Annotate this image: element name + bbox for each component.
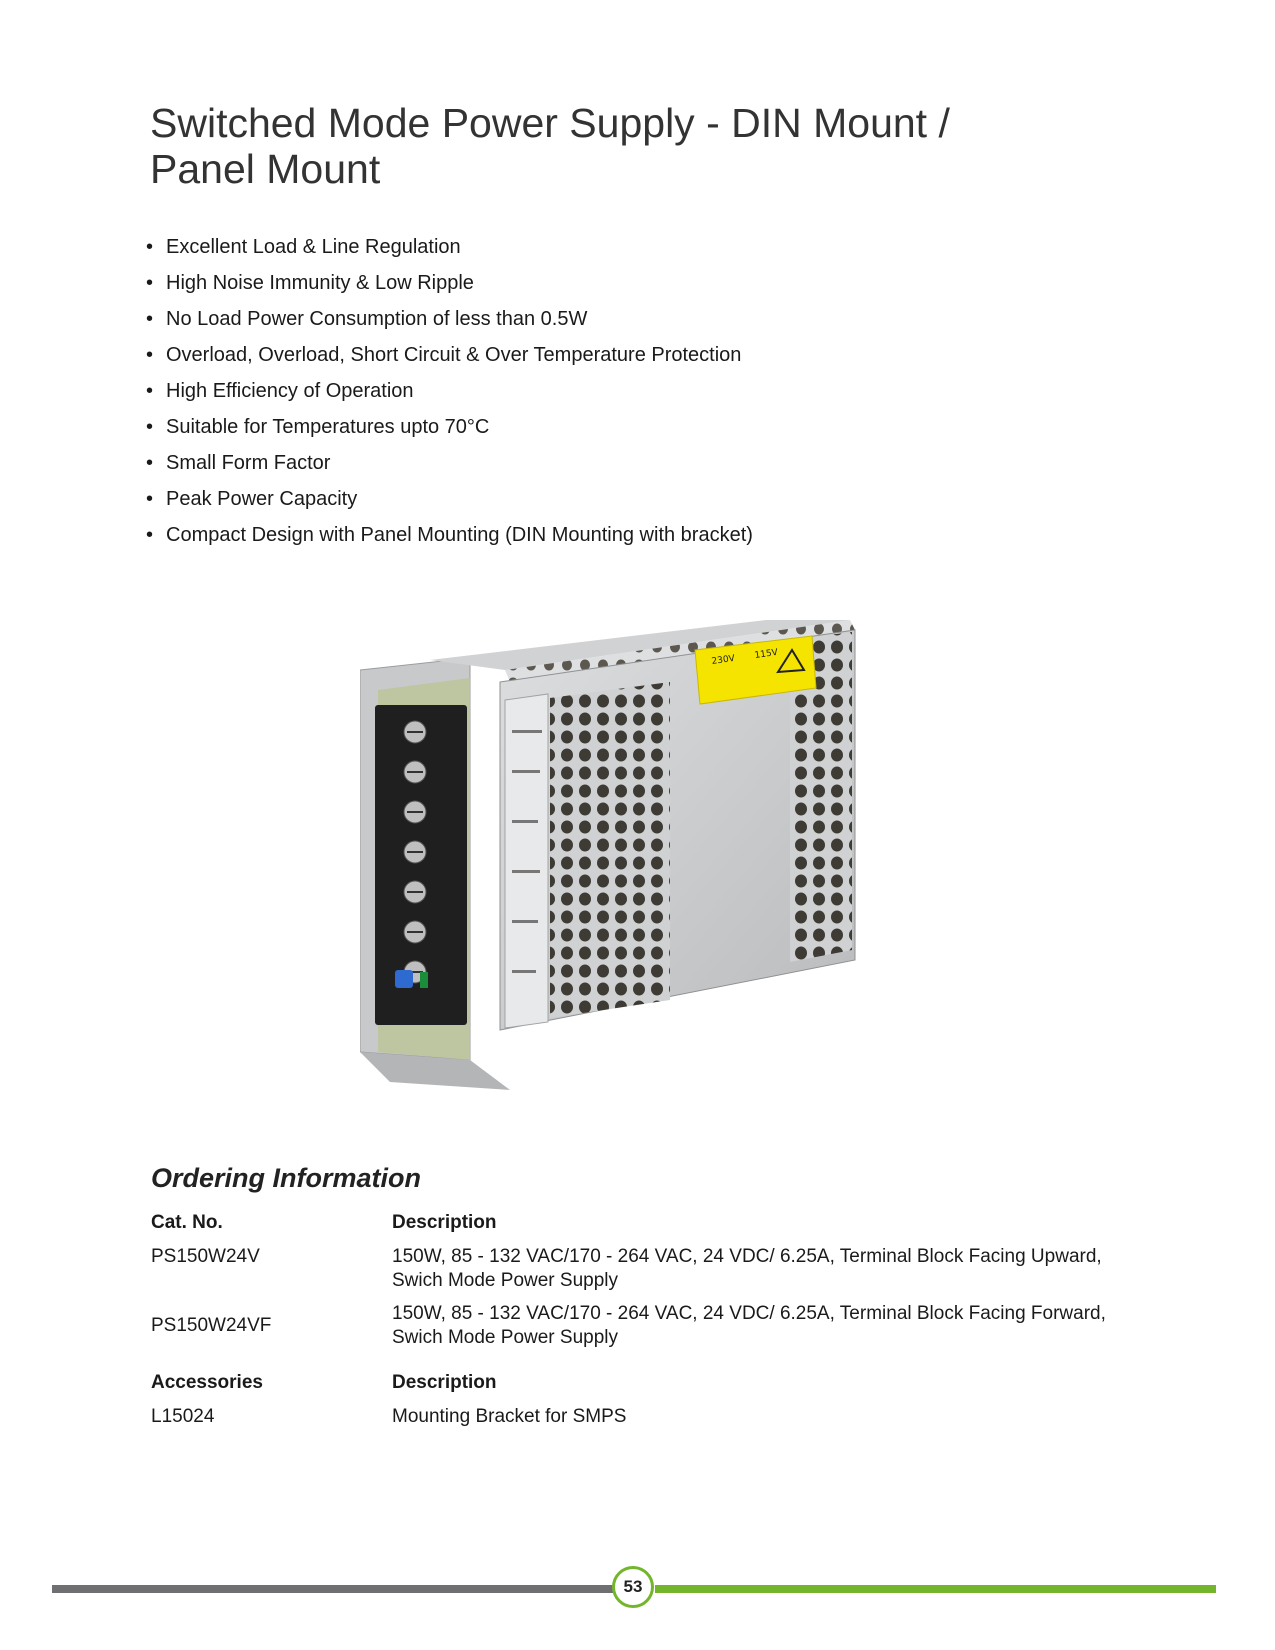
footer-rule-left — [52, 1585, 615, 1593]
accessory-cat-cell: L15024 — [151, 1406, 215, 1427]
feature-item: • Peak Power Capacity — [146, 481, 753, 517]
feature-item: • Suitable for Temperatures upto 70°C — [146, 409, 753, 445]
feature-item: • Small Form Factor — [146, 445, 753, 481]
description-cell-line2: Swich Mode Power Supply — [392, 1270, 618, 1291]
feature-list — [146, 229, 753, 553]
description-header: Description — [392, 1212, 497, 1233]
description-cell: 150W, 85 - 132 VAC/170 - 264 VAC, 24 VDC/ 6.25A, Terminal Block Facing Forward, — [392, 1303, 1106, 1324]
bullet-icon: • — [146, 380, 154, 402]
spec-label — [505, 694, 548, 1028]
feature-item: • High Noise Immunity & Low Ripple — [146, 265, 753, 301]
description-cell-line2: Swich Mode Power Supply — [392, 1327, 618, 1348]
power-supply-illustration — [360, 620, 900, 1110]
adjust-potentiometer — [395, 970, 413, 988]
bullet-icon: • — [146, 344, 154, 366]
vent-holes — [550, 682, 670, 1018]
bullet-icon: • — [146, 236, 154, 258]
description-cell: 150W, 85 - 132 VAC/170 - 264 VAC, 24 VDC/ 6.25A, Terminal Block Facing Upward, — [392, 1246, 1102, 1267]
page-number: 53 — [612, 1566, 654, 1608]
cat-no-cell: PS150W24VF — [151, 1315, 272, 1336]
cat-no-cell: PS150W24V — [151, 1246, 260, 1267]
bullet-icon: • — [146, 524, 154, 546]
bullet-icon: • — [146, 488, 154, 510]
footer-rule-right — [655, 1585, 1216, 1593]
accessory-description-cell: Mounting Bracket for SMPS — [392, 1406, 627, 1427]
bullet-icon: • — [146, 452, 154, 474]
bullet-icon: • — [146, 308, 154, 330]
bullet-icon: • — [146, 272, 154, 294]
product-image — [360, 620, 900, 1110]
page-title: Switched Mode Power Supply - DIN Mount / Panel Mount — [150, 100, 950, 192]
accessories-header: Accessories — [151, 1372, 263, 1393]
feature-item: • No Load Power Consumption of less than 0.5W — [146, 301, 753, 337]
bullet-icon: • — [146, 416, 154, 438]
cat-no-header: Cat. No. — [151, 1212, 223, 1233]
ordering-heading: Ordering Information — [151, 1163, 421, 1193]
svg-text:230V: 230V — [711, 653, 736, 667]
feature-item: • High Efficiency of Operation — [146, 373, 753, 409]
feature-item: • Excellent Load & Line Regulation — [146, 229, 753, 265]
accessories-description-header: Description — [392, 1372, 497, 1393]
svg-text:115V: 115V — [754, 647, 779, 661]
feature-item: • Overload, Overload, Short Circuit & Over Temperature Protection — [146, 337, 753, 373]
feature-item: • Compact Design with Panel Mounting (DIN Mounting with bracket) — [146, 517, 753, 553]
